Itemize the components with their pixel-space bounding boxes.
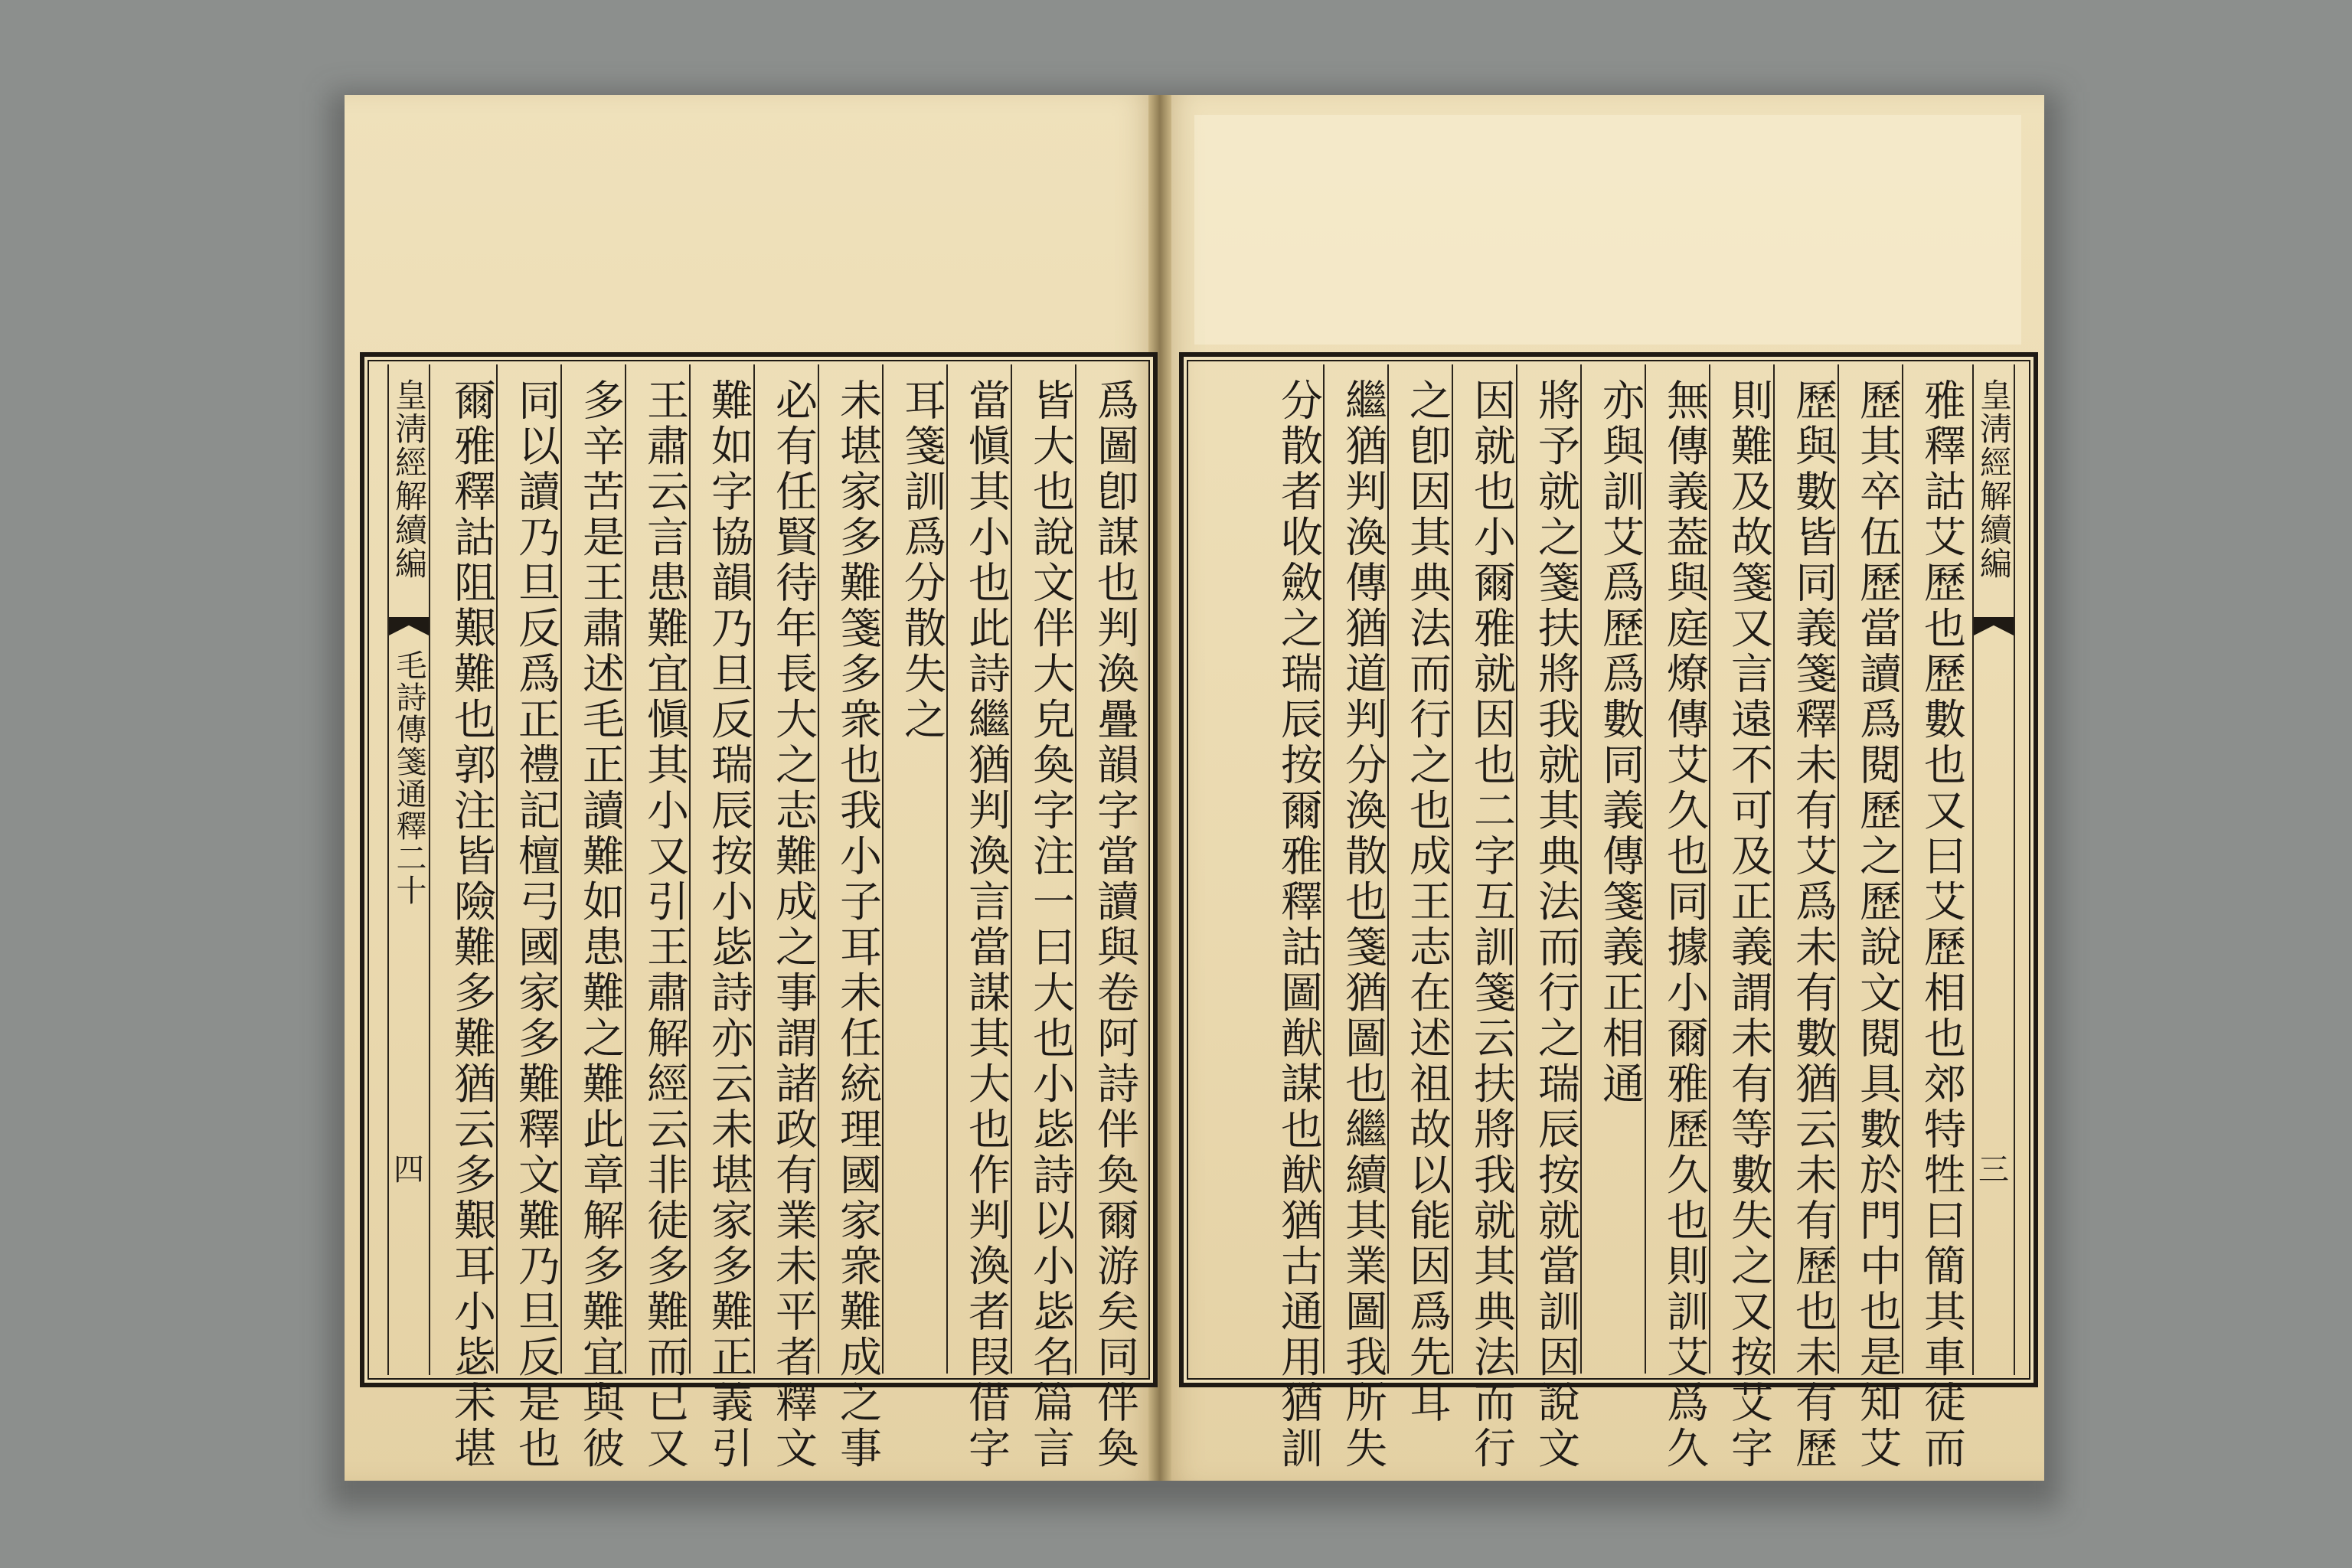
text-column: 當愼其小也此詩繼猶判渙言當謀其大也作判渙者叚借字 [962, 378, 1011, 1472]
column-rule [1516, 364, 1517, 1374]
column-rule [1580, 364, 1582, 1374]
center-band [387, 364, 430, 1375]
column-rule [560, 364, 562, 1374]
text-column: 因就也小爾雅就因也二字互訓箋云扶將我就其典法而行 [1467, 378, 1516, 1472]
folio-number: 三 [1978, 1152, 2009, 1187]
text-column: 分散者收斂之瑞辰按爾雅釋詁圖猷謀也猷猶古通用猶訓 [1274, 378, 1323, 1472]
column-rule [1902, 364, 1903, 1374]
text-column: 歷與數皆同義箋釋未有艾爲未有數猶云未有歷也未有歷 [1788, 378, 1838, 1472]
text-column: 王肅云言患難宜愼其小又引王肅解經云非徒多難而已又 [640, 378, 689, 1472]
column-rule [882, 364, 884, 1374]
column-rule [689, 364, 691, 1374]
column-rule [1709, 364, 1710, 1374]
column-rule [1773, 364, 1775, 1374]
fish-tail-mark [389, 617, 429, 635]
column-rule [946, 364, 948, 1374]
text-column: 爾雅釋詁阻艱難也郭注皆險難多難猶云多艱耳小毖未堪 [447, 378, 496, 1472]
column-rule [1011, 364, 1012, 1374]
text-column: 未堪家多難箋多衆也我小子耳未任統理國家衆難成之事 [833, 378, 882, 1472]
column-rule [753, 364, 755, 1374]
text-column: 則難及故箋又言遠不可及正義謂未有等數失之又按艾字 [1724, 378, 1773, 1472]
top-margin-area [1194, 115, 2021, 345]
center-band [1972, 364, 2015, 1375]
text-column: 耳箋訓爲分散失之 [897, 378, 946, 743]
column-rule [1838, 364, 1839, 1374]
column-rule [1323, 364, 1325, 1374]
text-column: 多辛苦是王肅述毛正讀難如患難之難此章解多難宜與彼 [576, 378, 625, 1472]
text-column: 無傳義葢與庭燎傳艾久也同據小爾雅歷久也則訓艾爲久 [1660, 378, 1709, 1472]
left-page-frame [360, 352, 1158, 1472]
text-column: 雅釋詁艾歷也歷數也又曰艾歷相也郊特牲曰簡其車徒而 [1917, 378, 1966, 1472]
column-rule [1452, 364, 1453, 1374]
band-subtitle: 毛詩傳箋通釋二十 [391, 649, 426, 906]
band-title: 皇淸經解續編 [1975, 378, 2013, 580]
text-column: 之卽因其典法而行之也成王志在述祖故以能因爲先耳 [1403, 378, 1452, 1426]
column-rule [818, 364, 819, 1374]
column-rule [1645, 364, 1646, 1374]
column-rule [1075, 364, 1076, 1374]
text-column: 爲圖卽謀也判渙疊韻字當讀與卷阿詩伴奐爾游矣同伴奐 [1090, 378, 1139, 1472]
text-column: 繼猶判渙傳猶道判分渙散也箋猶圖也繼續其業圖我所失 [1338, 378, 1387, 1472]
text-column: 同以讀乃旦反爲正禮記檀弓國家多難釋文難乃旦反是也 [511, 378, 560, 1472]
text-column: 歷其卒伍歷當讀爲閱歷之歷說文閱具數於門中也是知艾 [1853, 378, 1902, 1472]
text-column: 難如字協韻乃旦反瑞辰按小毖詩亦云未堪家多難正義引 [704, 378, 753, 1472]
folio-number: 四 [394, 1152, 424, 1187]
fish-tail-mark [1974, 617, 2014, 635]
column-rule [625, 364, 626, 1374]
text-column: 將予就之箋扶將我就其典法而行之瑞辰按就當訓因說文 [1531, 378, 1580, 1472]
text-column: 必有任賢待年長大之志難成之事謂諸政有業未平者釋文 [769, 378, 818, 1472]
text-column: 皆大也說文伴大皃奐字注一曰大也小毖詩以小毖名篇言 [1026, 378, 1075, 1472]
right-page-frame [1179, 352, 2038, 1472]
column-rule [496, 364, 498, 1374]
band-title: 皇淸經解續編 [390, 378, 428, 580]
text-column: 亦與訓艾爲歷爲數同義傳箋義正相通 [1596, 378, 1645, 1107]
column-rule [1387, 364, 1389, 1374]
